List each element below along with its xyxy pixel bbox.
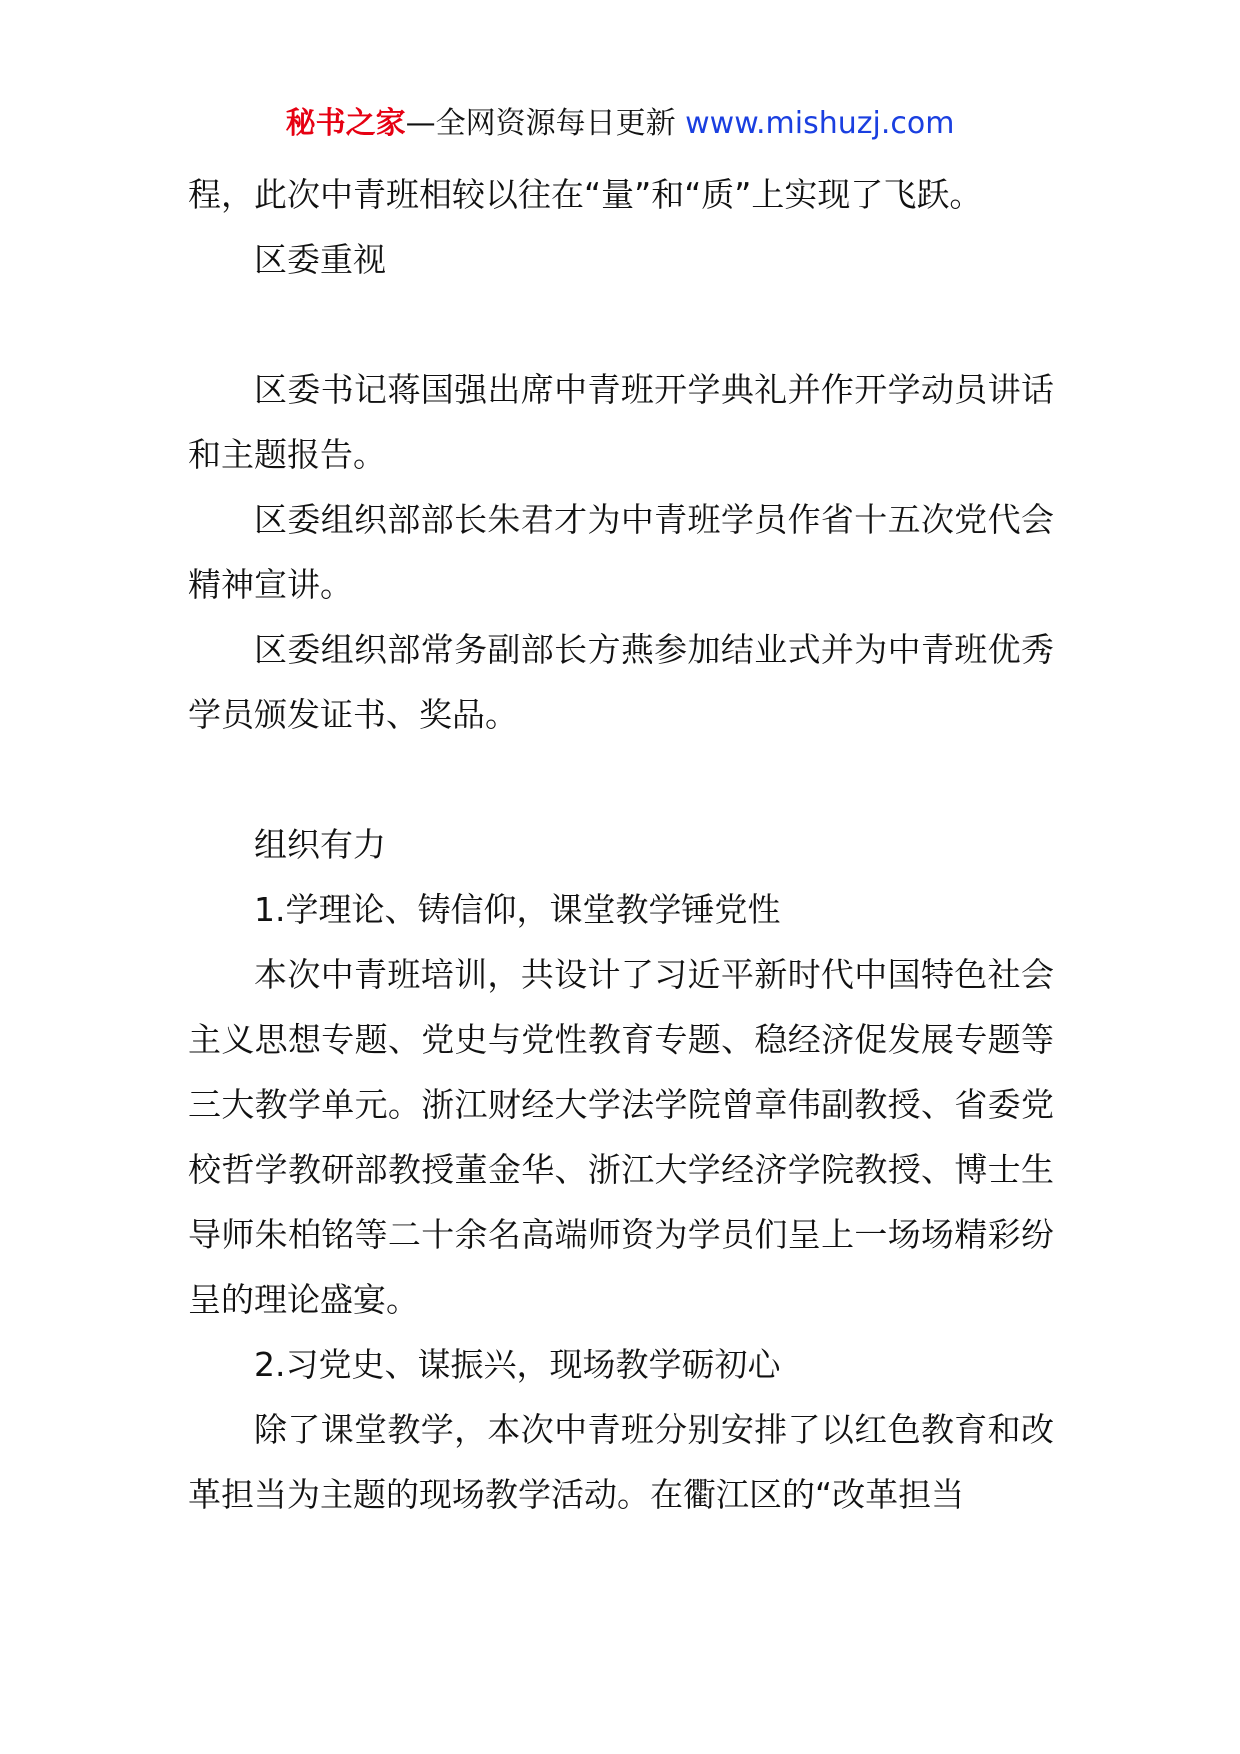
- blank-line: [188, 292, 1054, 357]
- blank-line: [188, 747, 1054, 812]
- paragraph: 本次中青班培训，共设计了习近平新时代中国特色社会主义思想专题、党史与党性教育专题、稳经济促发展专题等三大教学单元。浙江财经大学法学院曾章伟副教授、省委党校哲学教研部教授董金华、浙江大学经济学院教授、博士生导师朱柏铭等二十余名高端师资为学员们呈上一场场精彩纷呈的理论盛宴。: [188, 955, 1054, 1319]
- paragraph: 区委组织部常务副部长方燕参加结业式并为中青班优秀学员颁发证书、奖品。: [188, 630, 1054, 734]
- section-heading: 组织有力: [254, 825, 386, 864]
- site-url-link[interactable]: www.mishuzj.com: [685, 106, 955, 141]
- paragraph-continuation: 程，此次中青班相较以往在“量”和“质”上实现了飞跃。: [188, 175, 983, 214]
- document-body: [188, 162, 1054, 1527]
- paragraph: 区委书记蒋国强出席中青班开学典礼并作开学动员讲话和主题报告。: [188, 370, 1054, 474]
- page-header: [0, 102, 1240, 146]
- site-slogan: —全网资源每日更新: [405, 106, 676, 141]
- paragraph: 区委组织部部长朱君才为中青班学员作省十五次党代会精神宣讲。: [188, 500, 1054, 604]
- site-brand: 秘书之家: [285, 106, 406, 141]
- subsection-heading: 1.学理论、铸信仰，课堂教学锤党性: [254, 890, 781, 929]
- subsection-heading: 2.习党史、谋振兴，现场教学砺初心: [254, 1345, 781, 1384]
- section-heading: 区委重视: [254, 240, 386, 279]
- paragraph: 除了课堂教学，本次中青班分别安排了以红色教育和改革担当为主题的现场教学活动。在衢江区的“改革担当: [188, 1410, 1054, 1514]
